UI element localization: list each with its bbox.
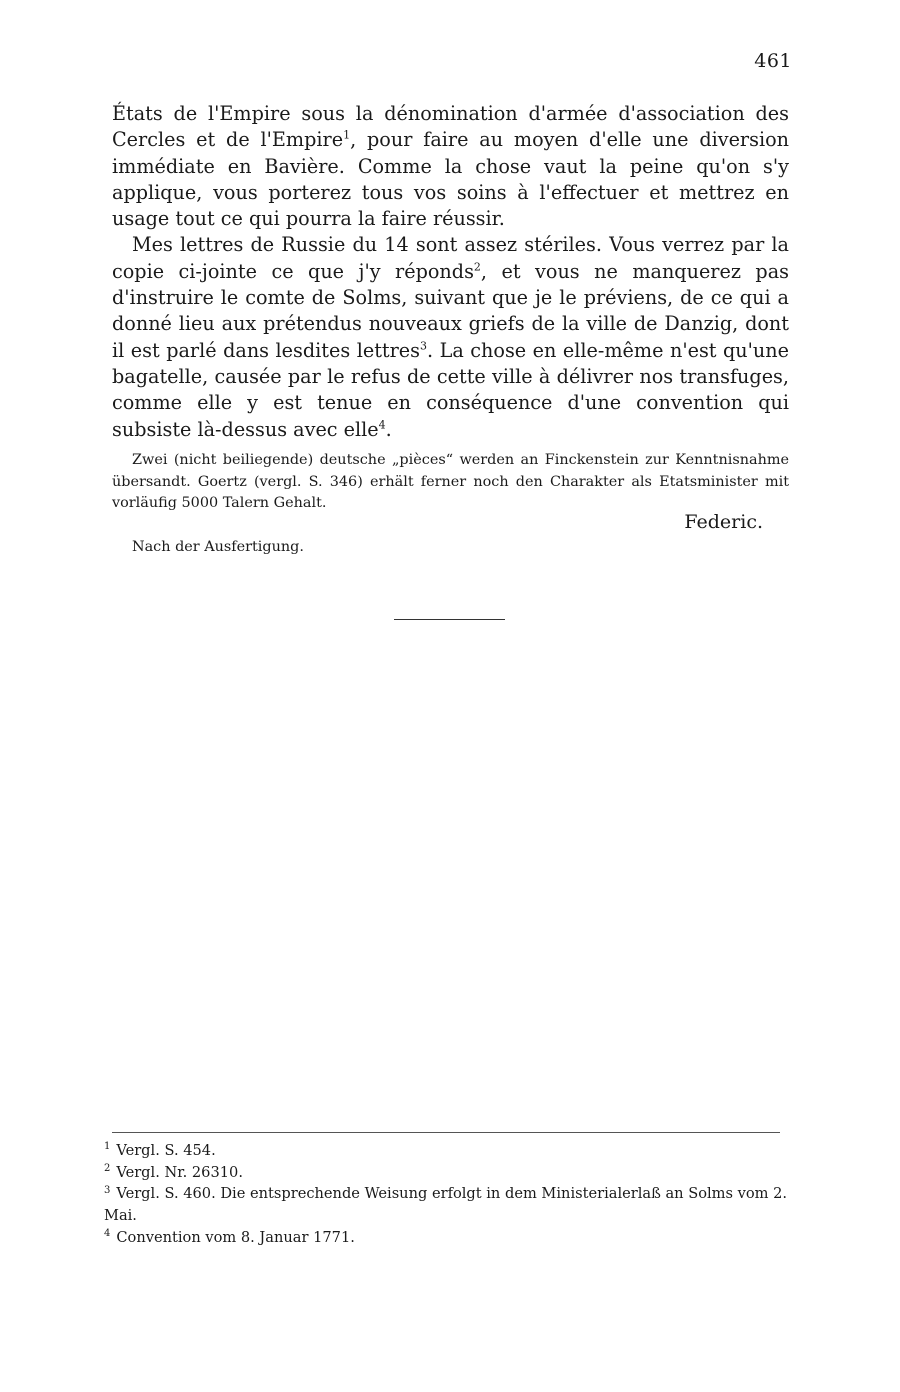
footnotes bbox=[104, 1140, 790, 1249]
page-number: 461 bbox=[754, 50, 792, 72]
footnote-ref-3: 3 bbox=[420, 339, 427, 353]
editorial-note: Zwei (nicht beiliegende) deutsche „pièces“ werden an Finckenstein zur Kenntnisnahme übersandt. Goertz (vergl. S. 346) erhält ferner noch den Charakter als Etatsminister mit vorläufig 5000 Talern Gehalt. bbox=[112, 452, 789, 511]
source-note: Nach der Ausfertigung. bbox=[132, 539, 304, 555]
footnote-divider bbox=[112, 1132, 780, 1133]
paragraph-text: Mes lettres de Russie du 14 sont assez stériles. Vous verrez par la copie ci-jointe ce que j'y réponds bbox=[112, 233, 789, 283]
footnote bbox=[104, 1227, 790, 1249]
paragraph-text: . La chose en elle-même n'est qu'une bagatelle, causée par le refus de cette ville à délivrer nos transfuges, comme elle y est tenue en conséquence d'une convention qui subsiste là-dessus avec elle bbox=[112, 338, 789, 441]
footnote bbox=[104, 1162, 790, 1184]
footnote-text: Convention vom 8. Januar 1771. bbox=[116, 1228, 355, 1246]
footnote-text: Vergl. S. 454. bbox=[116, 1142, 216, 1159]
footnote-number: 1 bbox=[104, 1141, 111, 1153]
footnote-number: 4 bbox=[104, 1227, 111, 1239]
footnote bbox=[104, 1140, 790, 1162]
footnote-ref-1: 1 bbox=[343, 128, 351, 142]
main-text bbox=[112, 101, 789, 443]
signature: Federic. bbox=[684, 511, 763, 533]
footnote-number: 2 bbox=[104, 1162, 111, 1174]
paragraph-text: États de l'Empire sous la dénomination d'armée d'association des Cercles et de l'Empire bbox=[112, 102, 789, 152]
paragraph-text: , et vous ne manquerez pas d'instruire le comte de Solms, suivant que je le préviens, de ce qui a donné lieu aux prétendus nouveaux griefs de la ville de Danzig, dont il est parlé dans lesdites lettres bbox=[112, 259, 789, 362]
section-divider bbox=[394, 619, 505, 620]
footnote-text: Vergl. Nr. 26310. bbox=[116, 1163, 243, 1181]
paragraph-text: , pour faire au moyen d'elle une diversion immédiate en Bavière. Comme la chose vaut la peine qu'on s'y applique, vous porterez tous vos soins à l'effectuer et mettrez en usage tout ce qui pourra la faire réussir. bbox=[112, 128, 789, 231]
footnote-text: Vergl. S. 460. Die entsprechende Weisung erfolgt in dem Ministerialerlaß an Solms vom 2. Mai. bbox=[104, 1185, 788, 1225]
footnote-ref-2: 2 bbox=[473, 260, 481, 274]
paragraph-2 bbox=[112, 232, 789, 442]
paragraph-1 bbox=[112, 101, 789, 232]
footnote-number: 3 bbox=[104, 1184, 111, 1196]
footnote bbox=[104, 1183, 790, 1226]
paragraph-text: . bbox=[385, 417, 392, 441]
footnote-ref-4: 4 bbox=[378, 418, 386, 432]
